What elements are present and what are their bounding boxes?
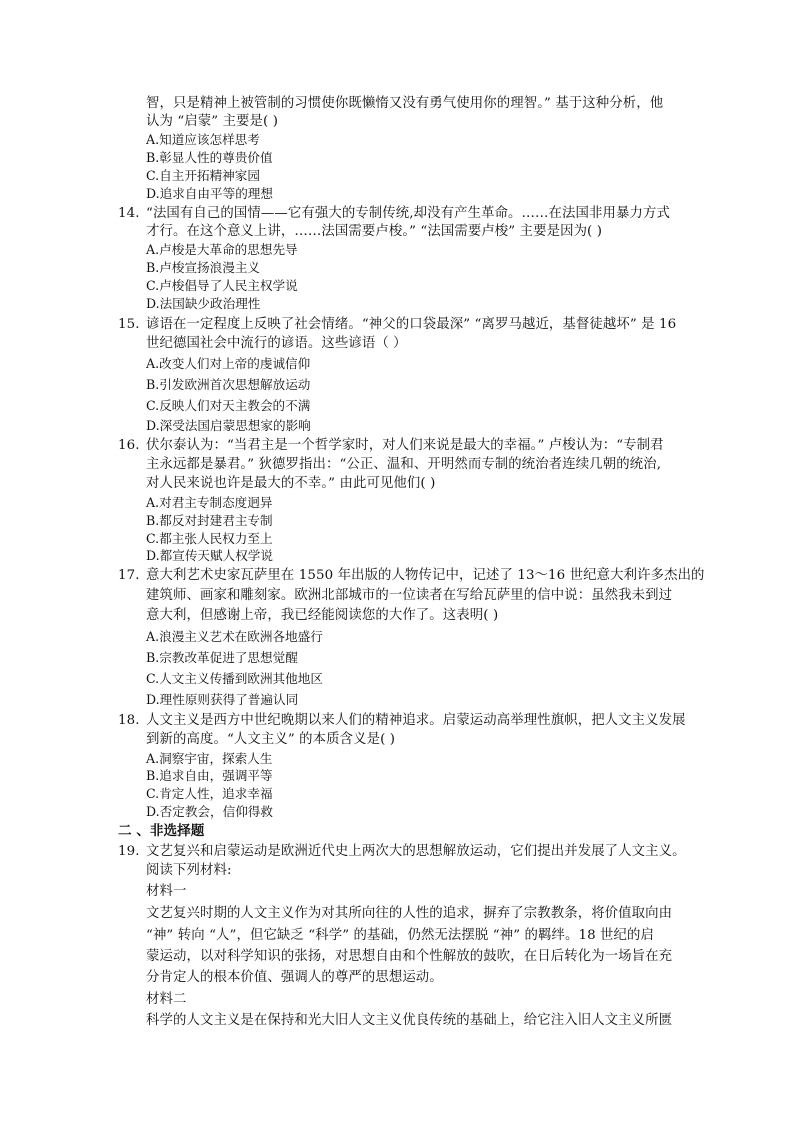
q17-option-d: D.理性原则获得了普遍认同	[146, 692, 299, 707]
q18-stem-line: 到新的高度。“人文主义” 的本质含义是( )	[146, 732, 396, 747]
q14-option-d: D.法国缺少政治理性	[146, 296, 261, 311]
q13-option-c: C.自主开拓精神家园	[146, 168, 260, 183]
q19-material-line: 科学的人文主义是在保持和光大旧人文主义优良传统的基础上，给它注入旧人文主义所匮	[146, 1013, 673, 1028]
q19-material-label: 材料一	[146, 884, 187, 899]
section-heading: 二 、非选择题	[118, 823, 205, 839]
q19-number: 19.	[118, 844, 140, 859]
q16-stem-line: 主永远都是暴君。” 狄德罗指出：“公正、温和、开明然而专制的统治者连续几朝的统治,	[146, 457, 662, 472]
q14-stem-line: “法国有自己的国情——它有强大的专制传统,却没有产生革命。……在法国非用暴力方式	[146, 206, 670, 221]
q17-stem-line: 意大利艺术史家瓦萨里在 1550 年出版的人物传记中，记述了 13～16 世纪意大利许多杰出的	[146, 568, 705, 583]
q15-option-d: D.深受法国启蒙思想家的影响	[146, 418, 311, 433]
q19-material-line: 分肯定人的根本价值、强调人的尊严的思想运动。	[146, 970, 443, 985]
q16-option-c: C.都主张人民权力至上	[146, 531, 273, 546]
q15-option-b: B.引发欧洲首次思想解放运动	[146, 377, 311, 392]
q16-option-a: A.对君主专制态度迥异	[146, 495, 273, 510]
q15-stem-line: 谚语在一定程度上反映了社会情绪。“神父的口袋最深” “离罗马越近，基督徒越坏” 是 16	[146, 317, 677, 332]
q16-option-d: D.都宣传天赋人权学说	[146, 548, 273, 563]
q15-number: 15.	[118, 317, 140, 332]
q17-stem-line: 意大利，但感谢上帝，我已经能阅读您的大作了。这表明( )	[146, 608, 499, 623]
q13-option-b: B.彰显人性的尊贵价值	[146, 150, 273, 165]
q18-stem-line: 人文主义是西方中世纪晚期以来人们的精神追求。启蒙运动高举理性旗帜，把人文主义发展	[146, 713, 686, 728]
q14-option-c: C.卢梭倡导了人民主权学说	[146, 278, 298, 293]
q18-option-c: C.肯定人性，追求幸福	[146, 786, 273, 801]
q13-option-a: A.知道应该怎样思考	[146, 132, 260, 147]
q17-option-b: B.宗教改革促进了思想觉醒	[146, 650, 298, 665]
q18-option-d: D.否定教会，信仰得救	[146, 804, 273, 819]
q14-number: 14.	[118, 206, 140, 221]
q19-material-label: 材料二	[146, 992, 187, 1007]
q13-stem-line: 智，只是精神上被管制的习惯使你既懒惰又没有勇气使用你的理智。” 基于这种分析，他	[146, 96, 664, 111]
q13-option-d: D.追求自由平等的理想	[146, 186, 273, 201]
q17-option-c: C.人文主义传播到欧洲其他地区	[146, 671, 323, 686]
q15-option-a: A.改变人们对上帝的虔诚信仰	[146, 356, 311, 371]
q14-stem-line: 才行。在这个意义上讲，……法国需要卢梭。” “法国需要卢梭” 主要是因为( )	[146, 224, 603, 239]
q17-option-a: A.浪漫主义艺术在欧洲各地盛行	[146, 629, 323, 644]
q14-option-b: B.卢梭宣扬浪漫主义	[146, 260, 261, 275]
q15-option-c: C.反映人们对天主教会的不满	[146, 398, 311, 413]
q18-option-b: B.追求自由，强调平等	[146, 768, 273, 783]
q18-option-a: A.洞察宇宙，探索人生	[146, 751, 273, 766]
q19-stem-line: 文艺复兴和启蒙运动是欧洲近代史上两次大的思想解放运动，它们提出并发展了人文主义。	[146, 844, 686, 859]
q19-material-line: 蒙运动，以对科学知识的张扬，对思想自由和个性解放的鼓吹，在日后转化为一场旨在充	[146, 949, 673, 964]
q18-number: 18.	[118, 713, 140, 728]
q19-material-line: 文艺复兴时期的人文主义作为对其所向往的人性的追求，摒弃了宗教教条，将价值取向由	[146, 906, 673, 921]
q16-option-b: B.都反对封建君主专制	[146, 513, 273, 528]
q13-stem-line: 认为 “启蒙” 主要是( )	[146, 114, 279, 129]
q15-stem-line: 世纪德国社会中流行的谚语。这些谚语（ ）	[146, 336, 407, 351]
q17-number: 17.	[118, 568, 140, 583]
q19-instruction: 阅读下列材料:	[146, 863, 232, 878]
q14-option-a: A.卢梭是大革命的思想先导	[146, 242, 298, 257]
q16-stem-line: 对人民来说也许是最大的不幸。” 由此可见他们( )	[146, 476, 436, 491]
q17-stem-line: 建筑师、画家和雕刻家。欧洲北部城市的一位读者在写给瓦萨里的信中说：虽然我未到过	[146, 588, 673, 603]
q16-stem-line: 伏尔泰认为：“当君主是一个哲学家时，对人们来说是最大的幸福。” 卢梭认为：“专制君	[146, 438, 664, 453]
q16-number: 16.	[118, 438, 140, 453]
q19-material-line: “神” 转向 “人”，但它缺乏 “科学” 的基础，仍然无法摆脱 “神” 的羁绊。18 世纪的启	[146, 928, 655, 943]
